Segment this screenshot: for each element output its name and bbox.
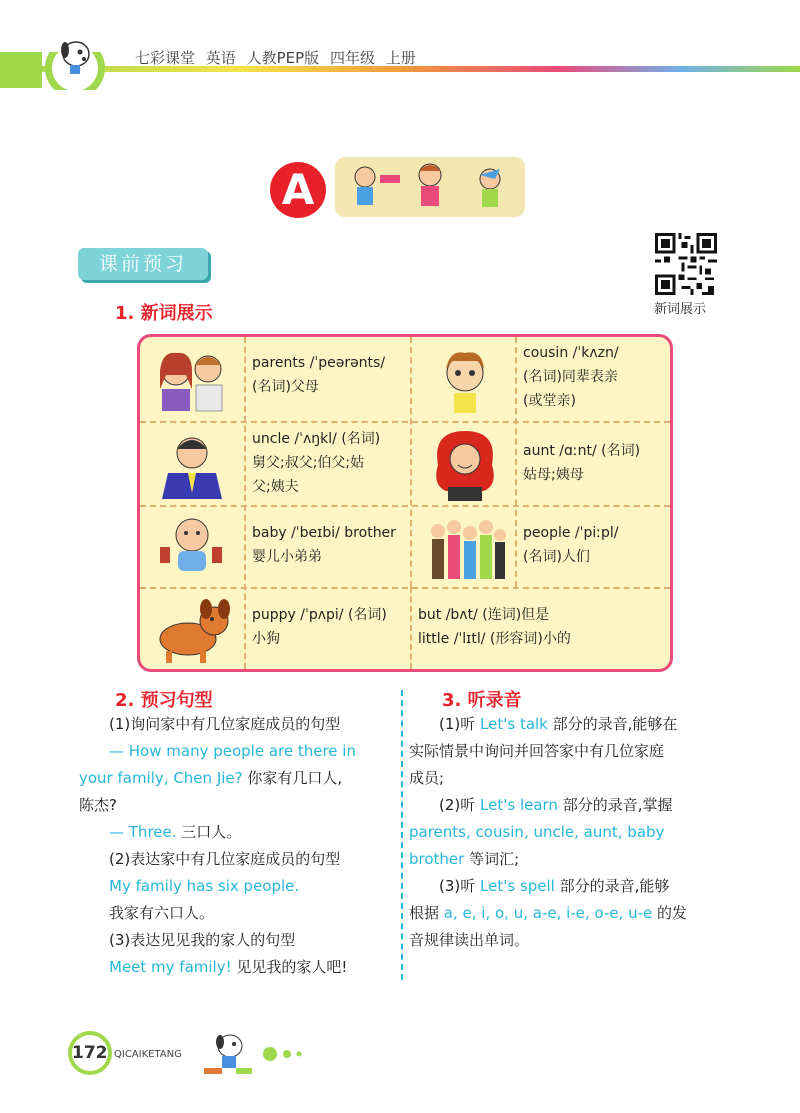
part2-body <box>79 711 395 981</box>
vocab-cell-parents: parents /ˈpeərənts/ (名词)父母 <box>252 355 386 395</box>
header-series: 七彩课堂 <box>135 49 196 67</box>
vocab-cell-uncle: uncle /ˈʌŋkl/ (名词) 舅父;叔父;伯父;姑 父;姨夫 <box>252 431 381 495</box>
part2-item1-question: — How many people are there in <box>109 742 356 760</box>
mascot-dog-icon <box>54 34 98 78</box>
part3-p2-line3: brother 等词汇; <box>409 850 520 868</box>
part2-item1-question-line3: 陈杰? <box>79 796 117 814</box>
part3-p2-words: parents, cousin, uncle, aunt, baby <box>409 823 665 841</box>
lesson-badge: A <box>270 162 326 218</box>
part3-p3-line3: 音规律读出单词。 <box>409 931 530 949</box>
vocab-cell-cousin: cousin /ˈkʌzn/ (名词)同辈表亲 (或堂亲) <box>523 345 619 409</box>
footer-mascot-icon <box>200 1028 256 1078</box>
part2-item2-english: My family has six people. <box>109 877 300 895</box>
parents-illustration-icon <box>152 345 232 413</box>
part3-heading: 3. 听录音 <box>442 690 522 711</box>
puppy-illustration-icon <box>148 595 240 665</box>
part3-p2: (2)听 Let's learn 部分的录音,掌握 <box>439 796 673 814</box>
header-subject: 英语 <box>205 49 236 67</box>
part2-item3-sentence: Meet my family! 见见我的家人吧! <box>109 958 348 976</box>
part3-p3-line2: 根据 a, e, i, o, u, a-e, i-e, o-e, u-e 的发 <box>409 904 688 922</box>
part2-item1-label: (1)询问家中有几位家庭成员的句型 <box>109 715 341 733</box>
baby-brother-icon <box>154 511 230 581</box>
part2-item1-answer: — Three. 三口人。 <box>109 823 242 841</box>
header-volume: 上册 <box>385 49 416 67</box>
part3-body <box>409 711 727 954</box>
part2-item2-chinese: 我家有六口人。 <box>109 904 215 922</box>
aunt-illustration-icon <box>428 425 502 501</box>
header-title <box>135 47 422 68</box>
header-edition: 人教PEP版 <box>246 49 320 67</box>
part3-p1-line2: 实际情景中询问并回答家中有几位家庭 <box>409 742 665 760</box>
header-grade: 四年级 <box>329 49 375 67</box>
people-group-icon <box>424 511 508 583</box>
part2-item2-label: (2)表达家中有几位家庭成员的句型 <box>109 850 341 868</box>
section-tag-preview: 课前预习 <box>78 248 208 280</box>
part1-heading: 1. 新词展示 <box>115 303 213 324</box>
footer-brand: QICAIKETANG <box>114 1049 182 1060</box>
kids-illustration-strip <box>335 157 525 217</box>
uncle-illustration-icon <box>154 427 230 499</box>
qr-code-icon[interactable] <box>655 233 717 295</box>
qr-label: 新词展示 <box>654 302 707 317</box>
part2-item3-label: (3)表达见见我的家人的句型 <box>109 931 296 949</box>
vocab-cell-aunt: aunt /ɑːnt/ (名词) 姑母;姨母 <box>523 443 641 483</box>
part3-p1: (1)听 Let's talk 部分的录音,能够在 <box>439 715 678 733</box>
vocab-cell-people: people /ˈpiːpl/ (名词)人们 <box>523 525 619 565</box>
kids-cartoon-icon <box>335 157 525 217</box>
vocab-cell-baby-brother: baby /ˈbeɪbi/ brother 婴儿小弟弟 <box>252 525 396 565</box>
page-number: 172 <box>72 1043 108 1063</box>
part2-heading: 2. 预习句型 <box>115 690 213 711</box>
footer-dots-icon <box>262 1046 306 1062</box>
cousin-boy-icon <box>430 343 500 415</box>
column-divider <box>401 690 403 980</box>
vocabulary-table <box>137 334 673 672</box>
part2-item1-question-line2: your family, Chen Jie? 你家有几口人, <box>79 769 343 787</box>
part3-p3: (3)听 Let's spell 部分的录音,能够 <box>439 877 670 895</box>
vocab-cell-puppy: puppy /ˈpʌpi/ (名词) 小狗 <box>252 607 387 647</box>
vocab-cell-but-little: but /bʌt/ (连词)但是 little /ˈlɪtl/ (形容词)小的 <box>418 607 571 647</box>
part3-p1-line3: 成员; <box>409 769 445 787</box>
